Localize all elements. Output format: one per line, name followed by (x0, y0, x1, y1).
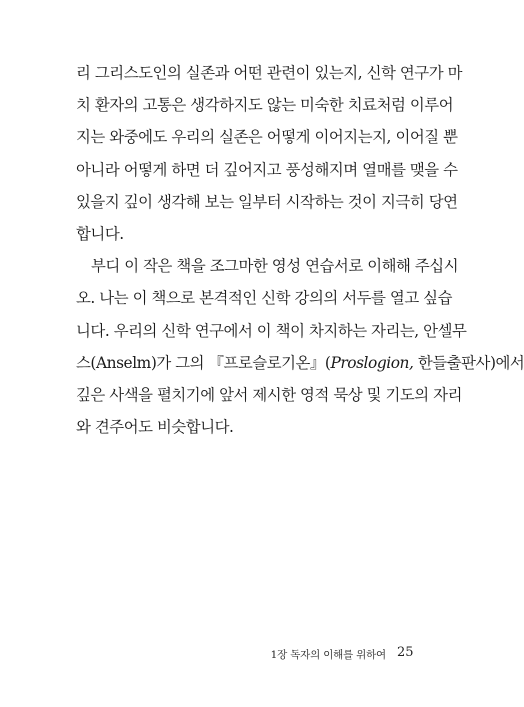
text-line: 깊은 사색을 펼치기에 앞서 제시한 영적 묵상 및 기도의 자리 (76, 385, 462, 404)
page-footer (0, 645, 470, 665)
text-line: 니다. 우리의 신학 연구에서 이 책이 차지하는 자리는, 안셀무 (76, 321, 467, 340)
text-line: 리 그리스도인의 실존과 어떤 관련이 있는지, 신학 연구가 마 (76, 64, 462, 82)
text-line: 치 환자의 고통은 생각하지도 않는 미숙한 치료처럼 이루어 (76, 96, 454, 115)
text-line: 아니라 어떻게 하면 더 깊어지고 풍성해지며 열매를 맺을 수 (76, 160, 458, 179)
text-line: 지는 와중에도 우리의 실존은 어떻게 이어지는지, 이어질 뿐 (76, 128, 458, 147)
text-line: 부디 이 작은 책을 조그마한 영성 연습서로 이해해 주십시 (91, 257, 459, 276)
text-line: 와 견주어도 비슷합니다. (76, 418, 234, 437)
page-number: 25 (397, 645, 414, 660)
text-line: 합니다. (76, 224, 124, 243)
text-line: 있을지 깊이 생각해 보는 일부터 시작하는 것이 지극히 당연 (76, 192, 458, 211)
text-line-with-citation (76, 347, 524, 379)
body-text (76, 57, 524, 443)
text-line: 오. 나는 이 책으로 본격적인 신학 강의의 서두를 열고 싶습 (76, 289, 453, 308)
citation-title-italic: Proslogion, (330, 353, 414, 372)
citation-suffix: 한들출판사)에서 (413, 353, 524, 372)
running-footer-chapter: 1장 독자의 이해를 위하여 (270, 649, 386, 661)
citation-prefix: 스(Anselm)가 그의 『프로슬로기온』( (76, 353, 331, 372)
